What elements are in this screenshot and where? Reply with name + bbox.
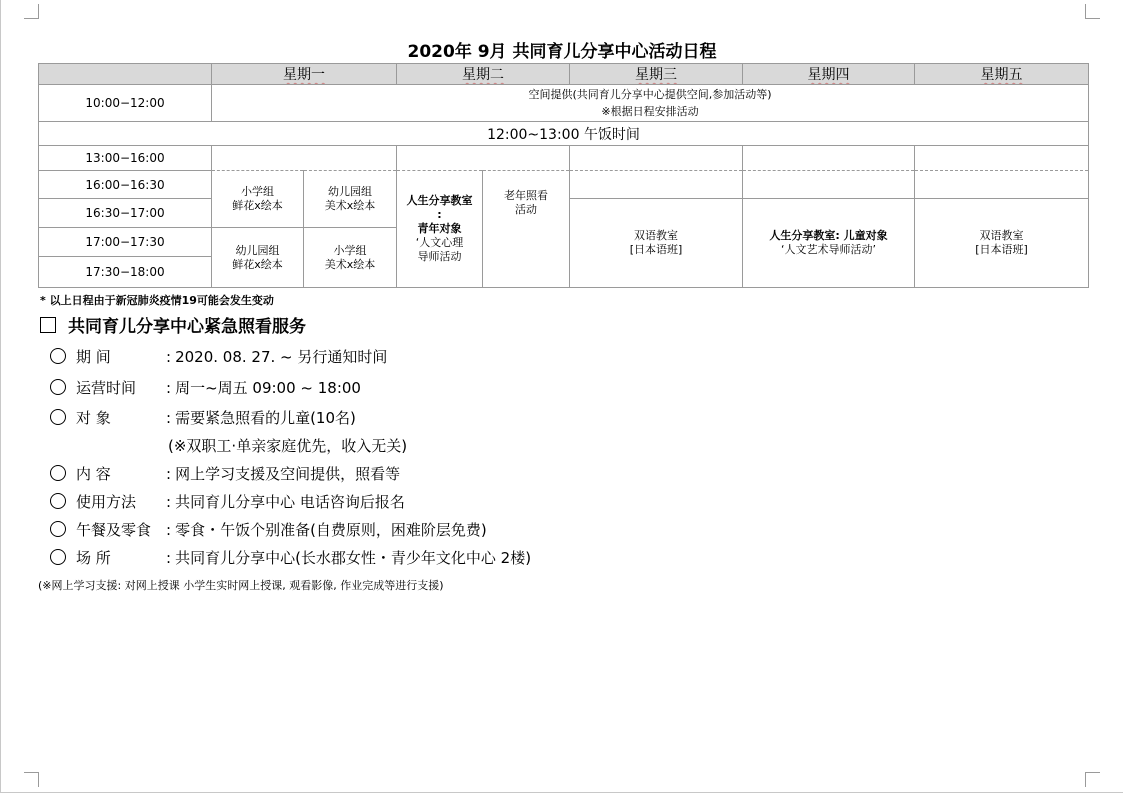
day-header: 星期四 [743, 64, 915, 85]
info-label: 内 容 [76, 465, 111, 483]
activity-text: 幼儿园组 [235, 243, 280, 257]
info-label: 使用方法 [76, 493, 137, 511]
schedule-note: * 以上日程由于新冠肺炎疫情19可能会发生变动 [40, 294, 274, 307]
margin-corner-mark [1085, 4, 1100, 19]
activity-cell [570, 199, 743, 288]
circle-bullet-icon [50, 409, 66, 425]
info-label: 对 象 [76, 409, 111, 427]
activity-text: [日本语班] [629, 243, 683, 256]
activity-text: ‘人文艺术导师活动’ [781, 243, 876, 256]
info-value: 需要紧急照看的儿童(10名) [175, 409, 356, 427]
info-item: 对 象 : 需要紧急照看的儿童(10名) [50, 407, 356, 428]
activity-text: 小学组 [241, 185, 274, 198]
empty-cell [397, 146, 570, 171]
empty-cell [570, 171, 743, 199]
document-title: 2020年 9月 共同育儿分享中心活动日程 [407, 42, 717, 62]
empty-cell [743, 171, 915, 199]
info-value: 2020. 08. 27. ~ 另行通知时间 [175, 348, 388, 366]
activity-text: 幼儿园组 [328, 185, 372, 198]
schedule-table [38, 63, 1089, 288]
circle-bullet-icon [50, 493, 66, 509]
info-value: 周一~周五 09:00 ~ 18:00 [175, 379, 361, 397]
info-subnote: (※双职工·单亲家庭优先，收入无关) [168, 437, 408, 455]
info-item: 运营时间 : 周一~周五 09:00 ~ 18:00 [50, 377, 361, 398]
day-header: 星期二 [397, 64, 570, 85]
time-cell: 17:30−18:00 [39, 257, 212, 288]
margin-corner-mark [1085, 772, 1100, 787]
info-label: 期 间 [76, 348, 111, 366]
activity-text: ‘人文心理 [415, 236, 464, 249]
table-row [39, 122, 1089, 146]
morning-activity-note: ※根据日程安排活动 [601, 104, 699, 118]
day-header: 星期一 [212, 64, 397, 85]
empty-cell [915, 171, 1089, 199]
checkbox-square-icon [40, 317, 56, 333]
activity-text: 青年对象 [417, 222, 462, 235]
time-cell: 16:00−16:30 [39, 171, 212, 199]
info-value: 网上学习支援及空间提供，照看等 [175, 465, 401, 483]
empty-cell [743, 146, 915, 171]
info-value: 共同育儿分享中心 电话咨询后报名 [175, 493, 405, 511]
activity-cell [483, 171, 570, 288]
section-title [40, 312, 306, 337]
circle-bullet-icon [50, 379, 66, 395]
time-cell: 16:30−17:00 [39, 199, 212, 228]
activity-cell [743, 199, 915, 288]
header-empty-cell [39, 64, 212, 85]
section-title-text: 共同育儿分享中心紧急照看服务 [68, 317, 306, 337]
info-label: 运营时间 [76, 379, 137, 397]
info-value: 零食・午饭个别准备(自费原则，困难阶层免费) [175, 521, 487, 539]
day-header: 星期三 [570, 64, 743, 85]
activity-text: 人生分享教室 [406, 194, 473, 207]
activity-text: 双语教室 [979, 229, 1024, 242]
table-header-row [39, 64, 1089, 85]
circle-bullet-icon [50, 521, 66, 537]
activity-cell [304, 171, 397, 228]
table-row [39, 171, 1089, 199]
footnote: (※网上学习支援: 对网上授课 小学生实时网上授课, 观看影像, 作业完成等进行支援) [38, 579, 444, 592]
morning-activity-cell [212, 85, 1089, 122]
activity-text: 鲜花x绘本 [232, 199, 283, 212]
activity-text: 小学组 [333, 243, 367, 257]
info-item: 场 所 : 共同育儿分享中心(长水郡女性・青少年文化中心 2楼) [50, 547, 531, 568]
activity-text: 活动 [515, 203, 537, 216]
activity-text: 美术x绘本 [324, 257, 376, 271]
activity-text: 导师活动 [417, 250, 462, 263]
time-cell: 10:00−12:00 [39, 85, 212, 122]
activity-cell [212, 228, 304, 288]
info-item: 午餐及零食 : 零食・午饭个别准备(自费原则，困难阶层免费) [50, 519, 487, 540]
circle-bullet-icon [50, 549, 66, 565]
time-cell: 13:00−16:00 [39, 146, 212, 171]
info-label: 场 所 [76, 549, 111, 567]
activity-text: [日本语班] [975, 243, 1028, 256]
activity-cell [915, 199, 1089, 288]
table-row [39, 85, 1089, 122]
empty-cell [570, 146, 743, 171]
margin-corner-mark [24, 772, 39, 787]
info-item: 使用方法 : 共同育儿分享中心 电话咨询后报名 [50, 491, 405, 512]
empty-cell [212, 146, 397, 171]
activity-text: 美术x绘本 [324, 199, 376, 212]
margin-corner-mark [24, 4, 39, 19]
activity-text: 人生分享教室: 儿童对象 [769, 229, 888, 242]
lunch-break-cell: 12:00~13:00 午饭时间 [39, 122, 1089, 146]
empty-cell [915, 146, 1089, 171]
morning-activity-text: 空间提供(共同育儿分享中心提供空间,参加活动等) [528, 87, 772, 101]
activity-cell [397, 171, 483, 288]
table-row [39, 146, 1089, 171]
info-label: 午餐及零食 [76, 521, 152, 539]
activity-text: 老年照看 [504, 189, 548, 202]
activity-text: 鲜花x绘本 [232, 257, 283, 271]
info-value: 共同育儿分享中心(长水郡女性・青少年文化中心 2楼) [175, 549, 532, 567]
day-header: 星期五 [915, 64, 1089, 85]
info-item: 期 间 : 2020. 08. 27. ~ 另行通知时间 [50, 346, 387, 367]
circle-bullet-icon [50, 465, 66, 481]
activity-cell [212, 171, 304, 228]
info-item: 内 容 : 网上学习支援及空间提供，照看等 [50, 463, 400, 484]
activity-cell [304, 228, 397, 288]
activity-text: : [437, 208, 442, 221]
activity-text: 双语教室 [634, 229, 678, 242]
time-cell: 17:00−17:30 [39, 228, 212, 257]
circle-bullet-icon [50, 348, 66, 364]
